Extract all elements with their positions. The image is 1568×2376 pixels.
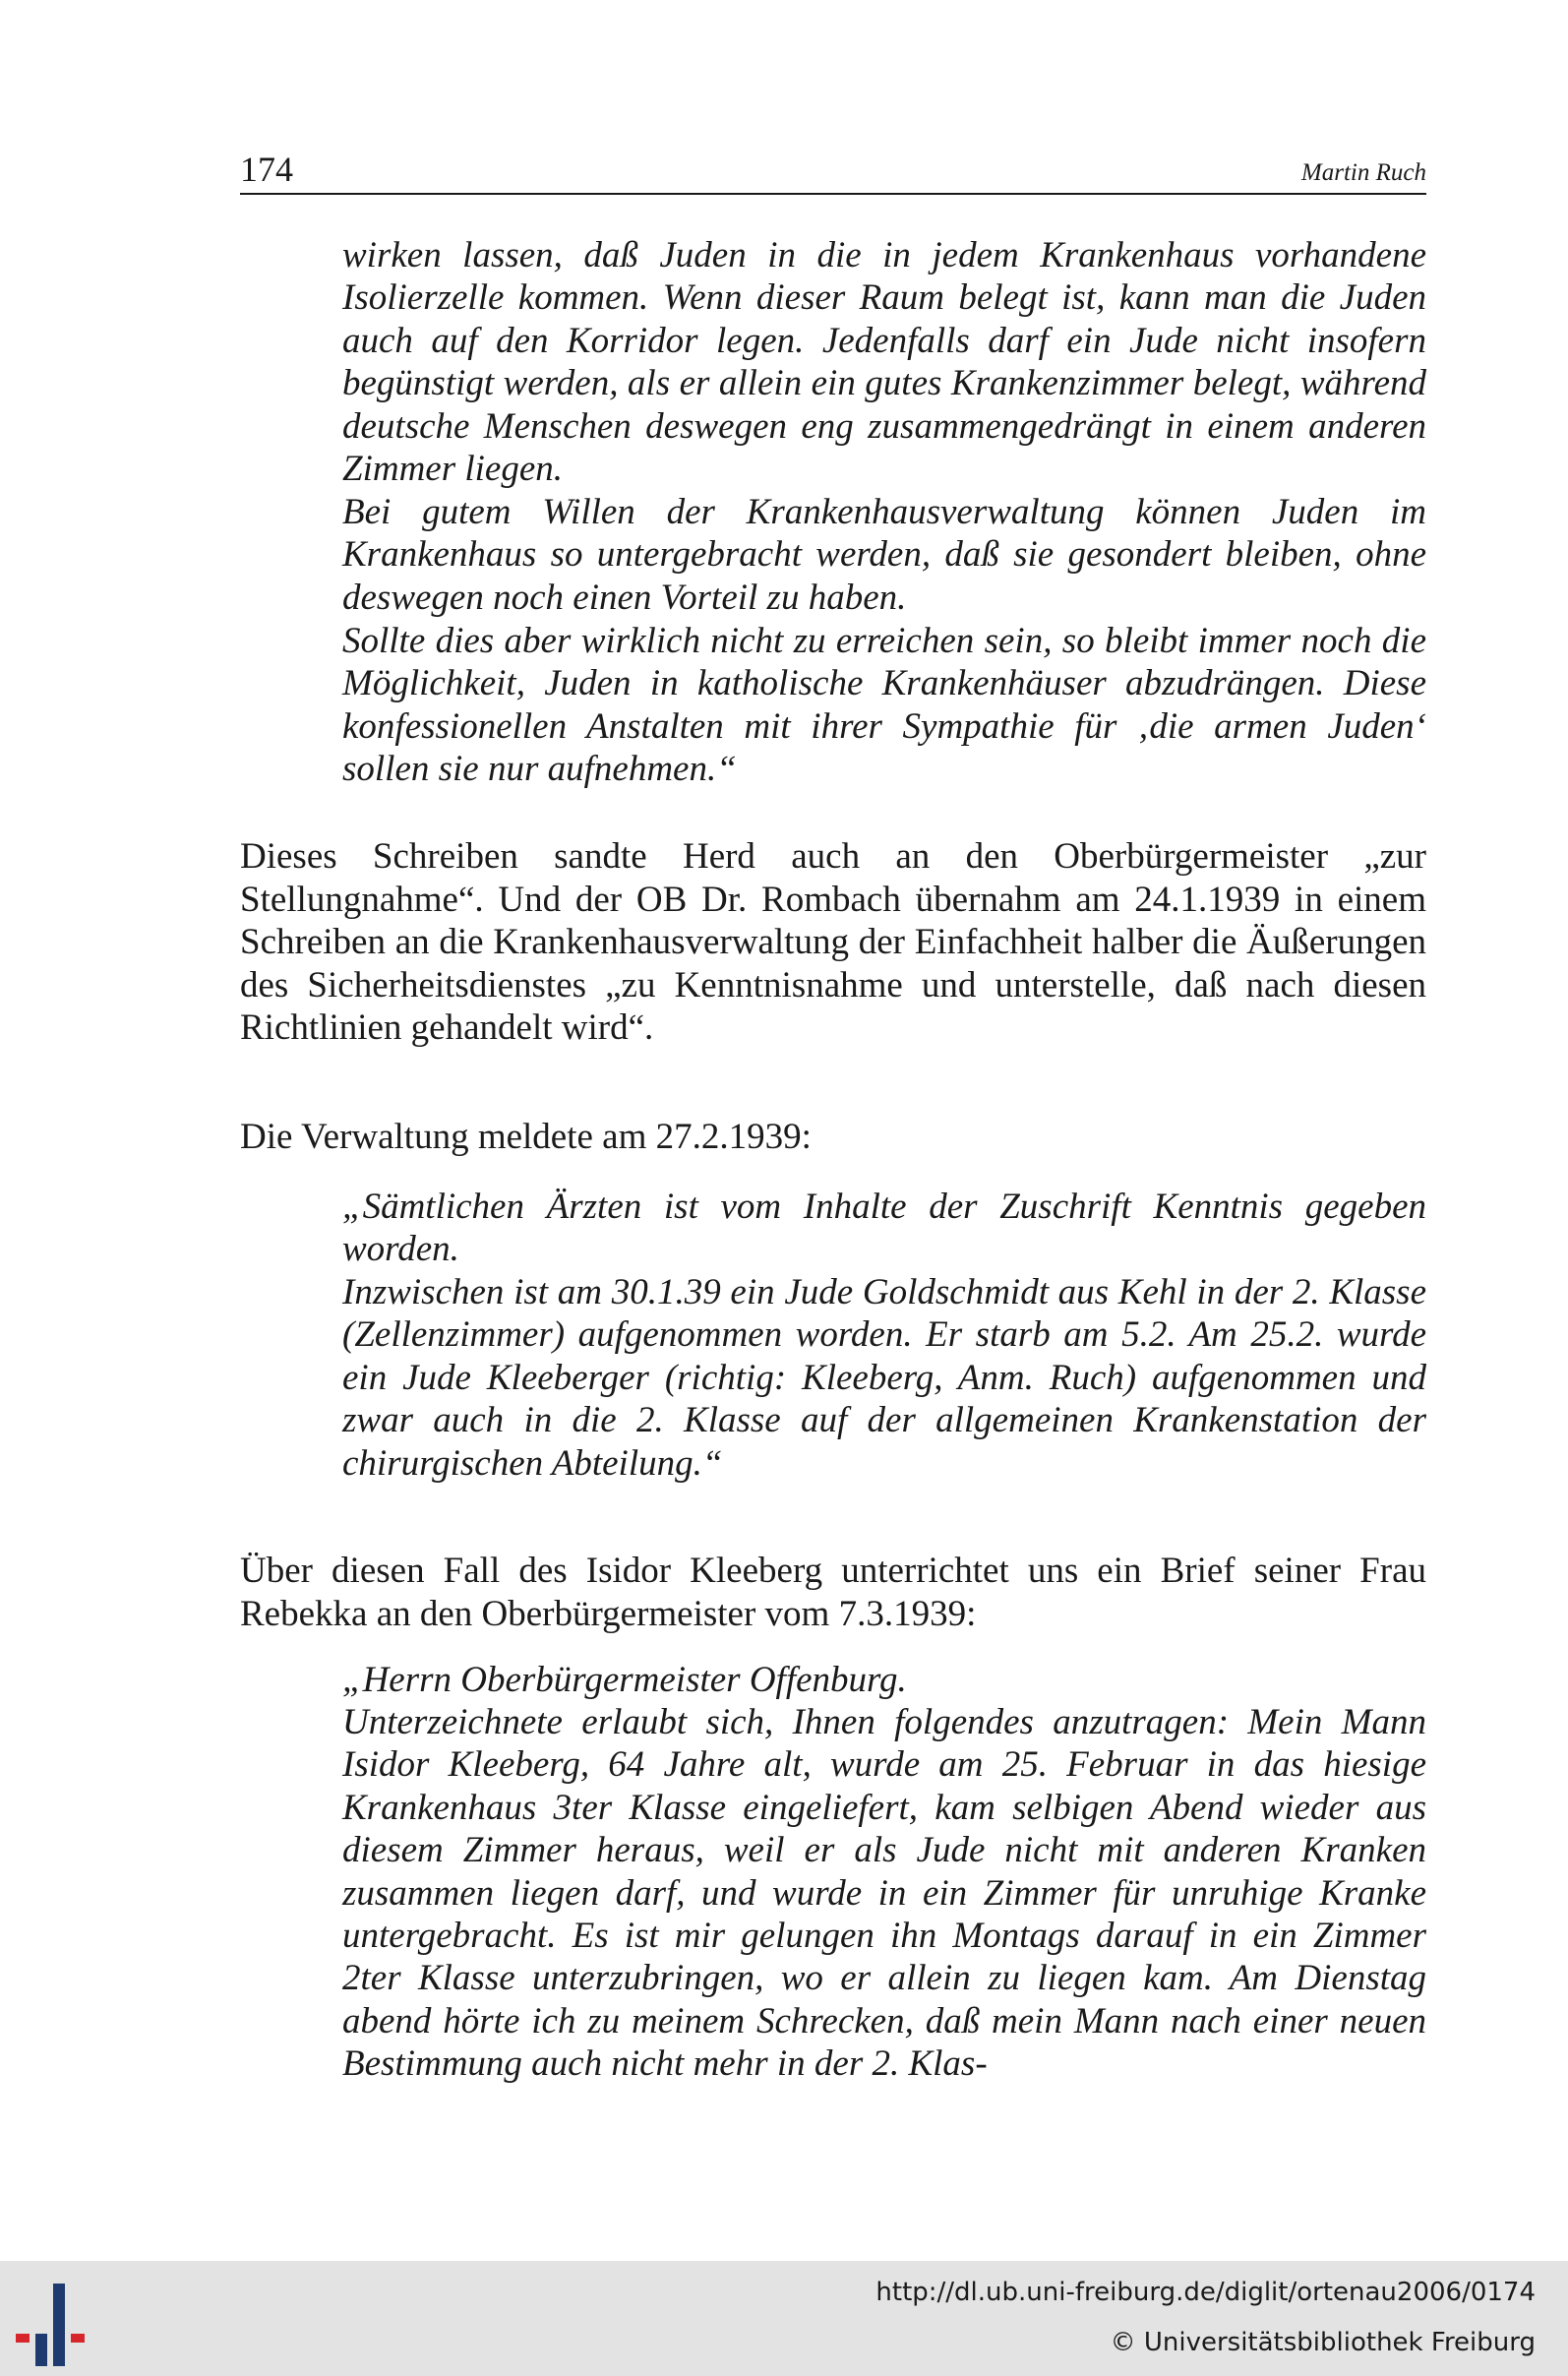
page-number: 174	[240, 150, 293, 189]
quote-paragraph: Sollte dies aber wirklich nicht zu erreichen sein, so bleibt immer noch die Möglichkeit, Juden in katholische Krankenhäuser abzudrängen. Diese konfessionellen Anstalten mit ihrer Sympathie für ‚die armen Juden‘ sollen sie nur aufnehmen.“	[342, 621, 1426, 790]
quote-paragraph: wirken lassen, daß Juden in die in jedem Krankenhaus vorhandene Isolierzelle kommen. Wenn dieser Raum belegt ist, kann man die Juden auch auf den Korridor legen. Jedenfalls darf ein Jude nicht insofern begünstigt werden, als er allein ein gutes Krankenzimmer belegt, während deutsche Menschen deswegen eng zusammengedrängt in einem anderen Zimmer liegen.	[342, 235, 1426, 490]
ub-freiburg-logo-icon	[16, 2284, 98, 2366]
quote-paragraph: „Sämtlichen Ärzten ist vom Inhalte der Zuschrift Kenntnis gegeben worden.	[342, 1187, 1426, 1270]
body-paragraph: Über diesen Fall des Isidor Kleeberg unterrichtet uns ein Brief seiner Frau Rebekka an den Oberbürgermeister vom 7.3.1939:	[240, 1551, 1426, 1634]
quote-paragraph: Inzwischen ist am 30.1.39 ein Jude Goldschmidt aus Kehl in der 2. Klasse (Zellenzimmer) aufgenommen worden. Er starb am 5.2. Am 25.2. wurde ein Jude Kleeberger (richtig: Kleeberg, Anm. Ruch) aufgenommen und zwar auch in die 2. Klasse auf der allgemeinen Krankenstation der chirurgischen Abteilung.“	[342, 1272, 1426, 1484]
quote-paragraph: „Herrn Oberbürgermeister Offenburg.	[342, 1660, 907, 1700]
body-paragraph: Dieses Schreiben sandte Herd auch an den Oberbürgermeister „zur Stellungnahme“. Und der OB Dr. Rombach übernahm am 24.1.1939 in einem Schreiben an die Krankenhausverwaltung der Einfachheit halber die Äußerungen des Sicherheitsdienstes „zu Kenntnisnahme und unterstelle, daß nach diesen Richtlinien gehandelt wird“.	[240, 836, 1426, 1049]
page-header	[240, 146, 1426, 195]
copyright-notice: © Universitätsbibliothek Freiburg	[1110, 2328, 1536, 2357]
quote-paragraph: Unterzeichnete erlaubt sich, Ihnen folgendes anzutragen: Mein Mann Isidor Kleeberg, 64 Jahre alt, wurde am 25. Februar in das hiesige Krankenhaus 3ter Klasse eingeliefert, kam selbigen Abend wieder aus diesem Zimmer heraus, weil er als Jude nicht mit anderen Kranken zusammen liegen darf, und wurde in ein Zimmer für unruhige Kranke untergebracht. Es ist mir gelungen ihn Montags darauf in ein Zimmer 2ter Klasse unterzubringen, wo er allein zu liegen kam. Am Dienstag abend hörte ich zu meinem Schrecken, daß mein Mann nach einer neuen Bestimmung auch nicht mehr in der 2. Klas-	[342, 1702, 1426, 2085]
running-head-author: Martin Ruch	[1300, 159, 1426, 186]
footer-bar	[0, 2261, 1568, 2376]
body-paragraph: Die Verwaltung meldete am 27.2.1939:	[240, 1117, 812, 1157]
quote-paragraph: Bei gutem Willen der Krankenhausverwaltung können Juden im Krankenhaus so untergebracht werden, daß sie gesondert bleiben, ohne deswegen noch einen Vorteil zu haben.	[342, 492, 1426, 618]
source-url-link[interactable]: http://dl.ub.uni-freiburg.de/diglit/ortenau2006/0174	[875, 2278, 1536, 2307]
